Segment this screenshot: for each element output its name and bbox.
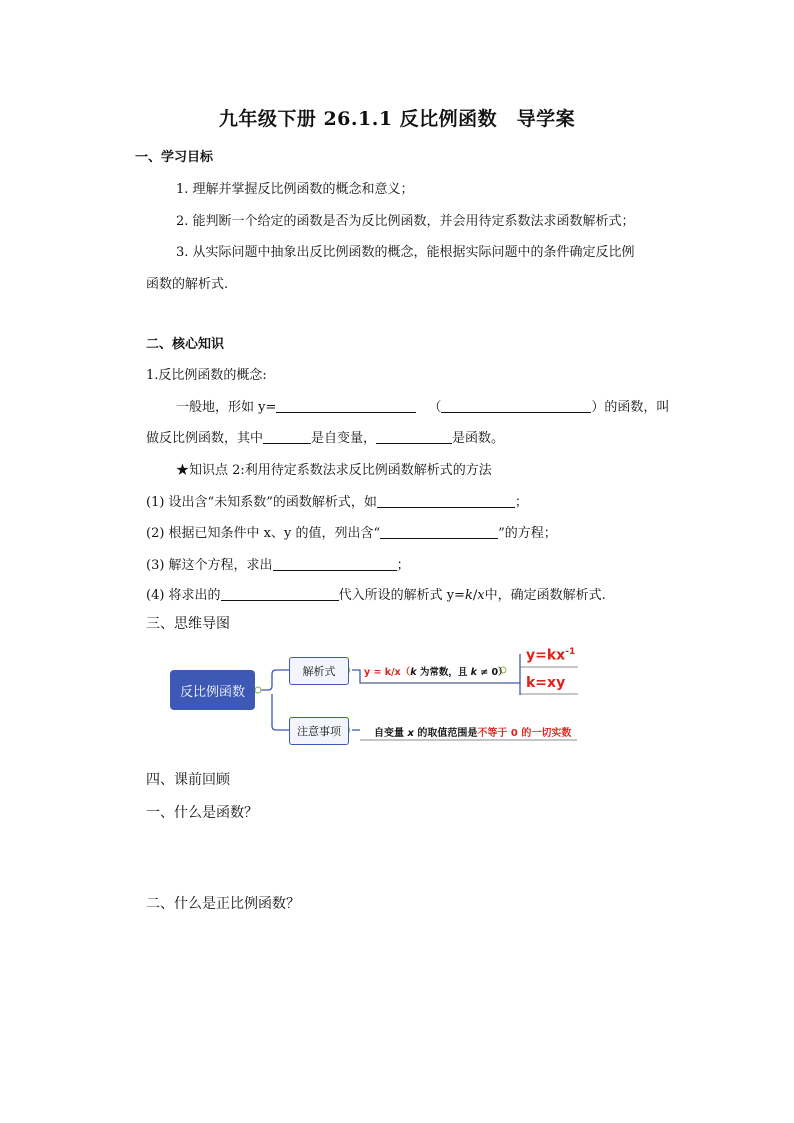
concept-text-c: ）的函数，叫 — [591, 400, 670, 415]
review-question-1: 一、什么是函数？ — [146, 805, 258, 821]
concept-text-b: （ — [428, 400, 442, 415]
knowledge-point-title: ★知识点 2:利用待定系数法求反比例函数解析式的方法 — [176, 463, 492, 478]
step-4-k: k — [464, 588, 473, 603]
step-4-text: (4) 将求出的 — [146, 588, 221, 603]
step-1-text: (1) 设出含“未知系数”的函数解析式，如 — [146, 495, 377, 510]
review-question-2: 二、什么是正比例函数？ — [146, 896, 300, 912]
concept-text-e: 是自变量， — [311, 431, 377, 446]
step-2-text: (2) 根据已知条件中 x、y 的值，列出含“ — [146, 526, 381, 541]
page-title: 九年级下册 26.1.1 反比例函数 导学案 — [218, 108, 576, 130]
concept-text-a: 一般地，形如 y= — [176, 400, 277, 415]
mindmap-form-1 — [526, 647, 575, 664]
notes-c: 的一切实数 — [517, 728, 572, 739]
section-heading-knowledge: 二、核心知识 — [146, 337, 225, 352]
step-4-mid: 代入所设的解析式 y= — [338, 588, 465, 603]
step-4-x: x — [477, 588, 485, 603]
expr-k2: k — [470, 667, 477, 678]
notes-red: 不等于 0 — [477, 728, 518, 739]
step-4-slash: / — [472, 588, 478, 603]
mindmap-notes-text — [374, 724, 571, 739]
section-heading-mindmap: 三、思维导图 — [146, 616, 230, 632]
goal-2: 2. 能判断一个给定的函数是否为反比例函数，并会用待定系数法求函数解析式； — [176, 214, 635, 229]
goal-1: 1. 理解并掌握反比例函数的概念和意义； — [176, 182, 414, 197]
step-2-end: ”的方程； — [498, 526, 557, 541]
section-heading-goals: 一、学习目标 — [135, 150, 214, 165]
goal-3: 3. 从实际问题中抽象出反比例函数的概念，能根据实际问题中的条件确定反比例 — [176, 245, 635, 260]
notes-b: 的取值范围是 — [413, 728, 478, 739]
concept-text-f: 是函数。 — [452, 431, 505, 446]
form-1-text: y=kx — [526, 647, 566, 664]
expr-b: 为常数，且 — [416, 667, 471, 678]
step-1-end: ； — [514, 495, 528, 510]
mindmap-root-node: 反比例函数 — [170, 670, 255, 710]
step-3-text: (3) 解这个方程，求出 — [146, 558, 273, 573]
concept-title: 1.反比例函数的概念: — [146, 368, 267, 383]
step-4-end: 中，确定函数解析式. — [484, 588, 606, 603]
concept-text-d: 做反比例函数，其中 — [146, 431, 264, 446]
mindmap-expression-text — [364, 664, 508, 678]
notes-x: x — [407, 728, 414, 739]
mindmap-form-2: k=xy — [526, 675, 566, 691]
mindmap-node-notes: 注意事项 — [289, 717, 349, 745]
notes-a: 自变量 — [374, 728, 408, 739]
section-heading-review: 四、课前回顾 — [146, 772, 230, 788]
expr-a: y = k/x（ — [364, 667, 411, 678]
mindmap-node-expression: 解析式 — [289, 657, 349, 685]
step-3-end: ； — [396, 558, 410, 573]
form-1-exponent: -1 — [565, 647, 576, 657]
expr-k: k — [410, 667, 417, 678]
expr-c: ≠ 0） — [476, 667, 508, 678]
goal-3-continued: 函数的解析式. — [146, 277, 229, 292]
